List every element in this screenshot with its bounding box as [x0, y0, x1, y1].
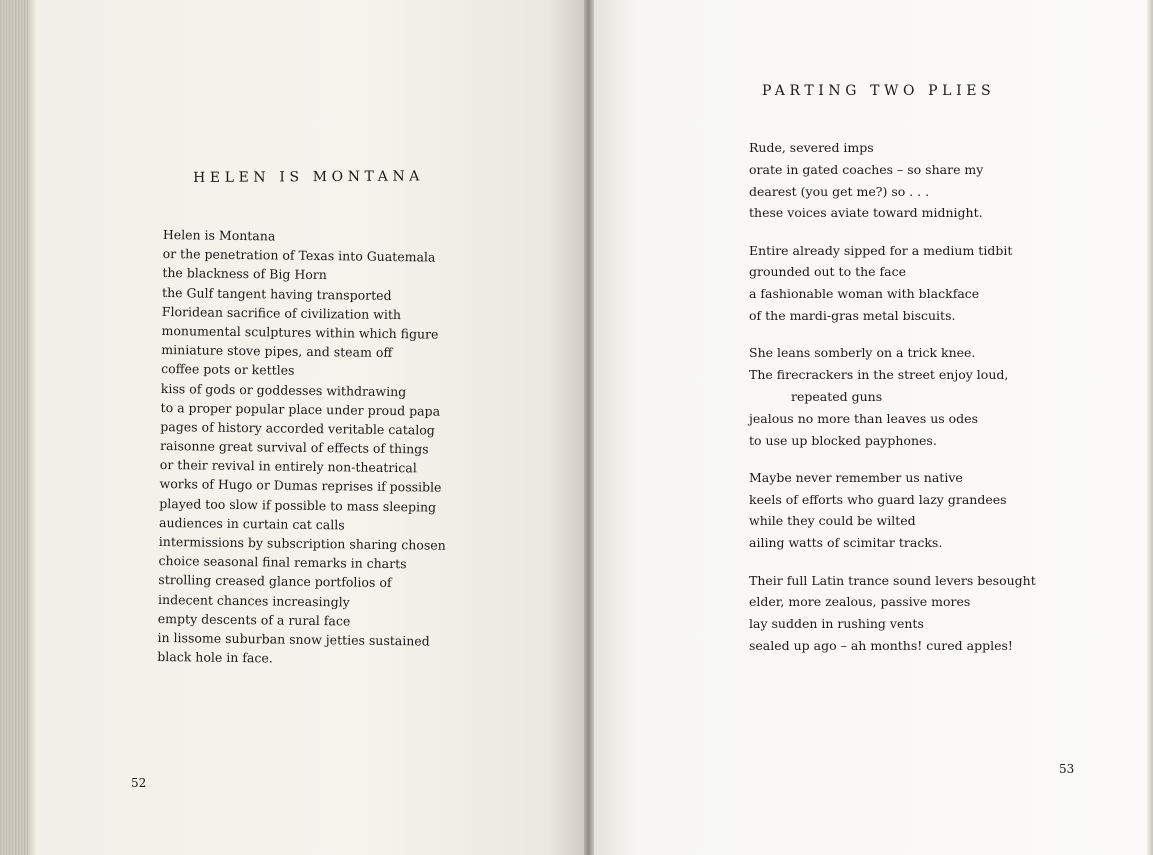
right-poem-body — [749, 137, 1036, 672]
poem-line: the blackness of Big Horn — [162, 265, 327, 283]
poem-line: to use up blocked payphones. — [749, 432, 937, 448]
poem-line: these voices aviate toward midnight. — [749, 205, 983, 221]
poem-line: lay sudden in rushing vents — [749, 616, 924, 632]
stanza — [749, 240, 1036, 327]
poem-line: or the penetration of Texas into Guatemala — [162, 246, 436, 265]
poem-line: to a proper popular place under proud papa — [160, 399, 441, 419]
right-poem-title: PARTING TWO PLIES — [762, 83, 996, 99]
stanza — [749, 467, 1036, 554]
poem-line: while they could be wilted — [749, 513, 916, 529]
poem-line: indecent chances increasingly — [158, 591, 350, 610]
poem-line: orate in gated coaches – so share my — [749, 161, 984, 177]
poem-line: dearest (you get me?) so . . . — [749, 183, 930, 199]
poem-line: The firecrackers in the street enjoy loud, — [749, 367, 1009, 383]
poem-line: audiences in curtain cat calls — [159, 514, 345, 533]
poem-line: monumental sculptures within which figure — [161, 322, 439, 342]
poem-line: kiss of gods or goddesses withdrawing — [160, 380, 407, 399]
poem-line-indented: repeated guns — [791, 388, 883, 404]
poem-line: intermissions by subscription sharing chosen — [158, 533, 446, 553]
left-page-number: 52 — [131, 776, 147, 790]
poem-line: Floridean sacrifice of civilization with — [161, 303, 402, 322]
poem-line: works of Hugo or Dumas reprises if possible — [159, 476, 442, 496]
left-poem-title: HELEN IS MONTANA — [193, 168, 425, 186]
poem-line: pages of history accorded veritable catalog — [160, 418, 435, 438]
poem-line: played too slow if possible to mass sleeping — [159, 495, 437, 515]
poem-line: Rude, severed imps — [749, 140, 874, 155]
poem-line: jealous no more than leaves us odes — [749, 410, 978, 426]
poem-line: Entire already sipped for a medium tidbit — [749, 242, 1013, 258]
poem-line: sealed up ago – ah months! cured apples! — [749, 637, 1013, 653]
poem-line: grounded out to the face — [749, 264, 906, 280]
page-edges — [0, 0, 36, 855]
poem-line: Their full Latin trance sound levers besought — [749, 572, 1036, 588]
stanza — [749, 342, 1036, 451]
poem-line: elder, more zealous, passive mores — [749, 594, 971, 610]
poem-line: empty descents of a rural face — [157, 610, 351, 629]
poem-line: coffee pots or kettles — [161, 361, 295, 379]
poem-line: the Gulf tangent having transported — [162, 284, 392, 303]
stanza — [749, 570, 1036, 657]
poem-line: Helen is Montana — [162, 226, 276, 244]
poem-line: of the mardi-gras metal biscuits. — [749, 308, 956, 324]
right-page-number: 53 — [1059, 762, 1075, 776]
book-gutter — [584, 0, 594, 855]
poem-line: choice seasonal final remarks in charts — [158, 553, 407, 572]
poem-line: keels of efforts who guard lazy grandees — [749, 491, 1007, 507]
poem-line: miniature stove pipes, and steam off — [161, 342, 393, 361]
poem-line: raisonne great survival of effects of things — [160, 438, 429, 457]
poem-line: or their revival in entirely non-theatrical — [159, 457, 417, 476]
stanza — [749, 137, 1036, 224]
poem-line: in lissome suburban snow jetties sustained — [157, 629, 430, 649]
poem-line: a fashionable woman with blackface — [749, 286, 980, 302]
poem-line: ailing watts of scimitar tracks. — [749, 535, 943, 551]
left-poem-body — [157, 225, 450, 670]
poem-line: black hole in face. — [157, 649, 273, 666]
poem-line: She leans somberly on a trick knee. — [749, 345, 976, 361]
poem-line: strolling creased glance portfolios of — [158, 572, 392, 591]
poem-line: Maybe never remember us native — [749, 469, 963, 485]
